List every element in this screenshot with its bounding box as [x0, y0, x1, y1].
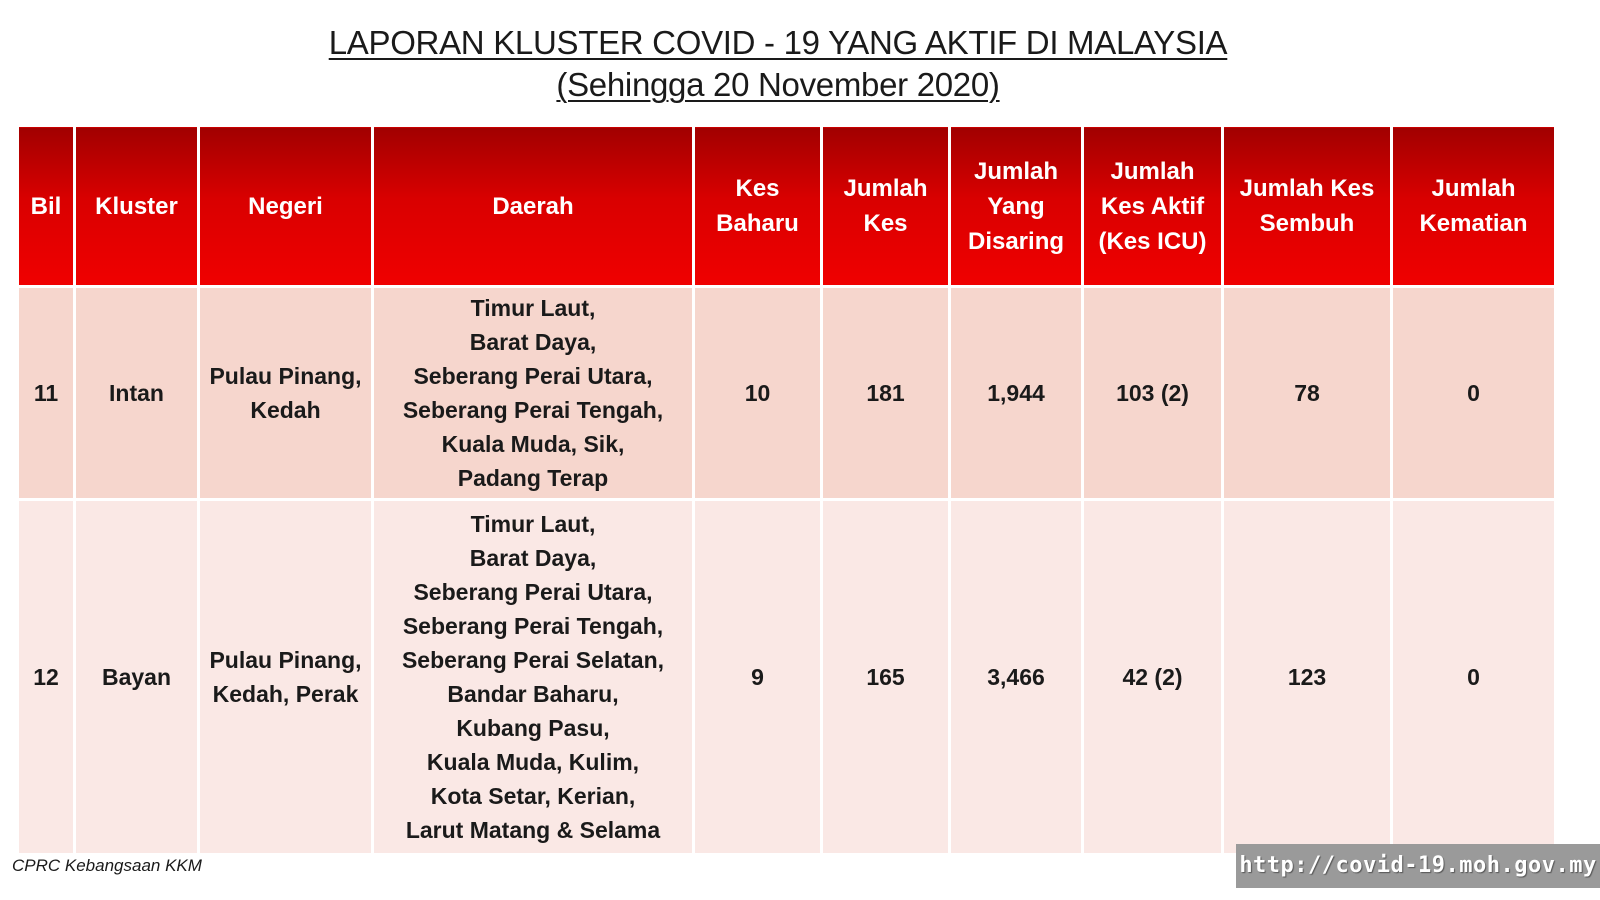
- header-kematian-2: Kematian: [1419, 210, 1528, 237]
- header-aktif-3: (Kes ICU): [1098, 227, 1207, 255]
- header-cell: [199, 126, 373, 287]
- header-bil: Bil: [30, 192, 62, 220]
- daerah-line: Seberang Perai Utara,: [413, 363, 653, 389]
- cell-kes-sembuh: 123: [1223, 500, 1392, 855]
- cell-kes-baharu: 9: [694, 500, 822, 855]
- header-aktif-1: Jumlah: [1110, 157, 1195, 185]
- daerah-line: Timur Laut,: [470, 511, 596, 537]
- header-cell: [18, 126, 75, 287]
- daerah-line: Barat Daya,: [469, 545, 597, 571]
- header-cell: [822, 126, 950, 287]
- cell-jumlah-disaring: 1,944: [950, 287, 1083, 500]
- header-cell: [1392, 126, 1556, 287]
- cell-negeri: [199, 287, 373, 500]
- header-negeri: Negeri: [248, 192, 323, 220]
- cell-kes-aktif-icu: 103 (2): [1083, 287, 1223, 500]
- daerah-line: Kota Setar, Kerian,: [430, 783, 636, 809]
- cell-bil: 12: [18, 500, 75, 855]
- header-jumlah-kes-1: Jumlah: [843, 175, 928, 202]
- cell-jumlah-disaring: 3,466: [950, 500, 1083, 855]
- cell-kematian: 0: [1392, 500, 1556, 855]
- cell-kes-baharu: 10: [694, 287, 822, 500]
- negeri-line: Kedah: [250, 397, 321, 423]
- cell-negeri: [199, 500, 373, 855]
- header-cell: [75, 126, 199, 287]
- report-title: [0, 22, 1556, 106]
- header-cell: [1083, 126, 1223, 287]
- daerah-line: Seberang Perai Selatan,: [401, 647, 665, 673]
- header-jumlah-kes-2: Kes: [863, 210, 908, 237]
- header-sembuh-1: Jumlah Kes: [1239, 175, 1375, 202]
- header-kes-baharu-2: Baharu: [716, 210, 799, 237]
- negeri-line: Pulau Pinang,: [209, 647, 362, 673]
- cell-jumlah-kes: 181: [822, 287, 950, 500]
- cell-kes-sembuh: 78: [1223, 287, 1392, 500]
- header-kematian-1: Jumlah: [1431, 175, 1516, 202]
- table-row: [18, 500, 1556, 855]
- header-sembuh-2: Sembuh: [1259, 210, 1355, 237]
- cell-kematian: 0: [1392, 287, 1556, 500]
- header-disaring-3: Disaring: [967, 227, 1065, 255]
- daerah-line: Padang Terap: [457, 465, 609, 491]
- title-line-2: (Sehingga 20 November 2020): [556, 66, 1000, 103]
- title-line-1: LAPORAN KLUSTER COVID - 19 YANG AKTIF DI MALAYSIA: [328, 24, 1228, 61]
- daerah-line: Seberang Perai Utara,: [413, 579, 653, 605]
- header-kluster: Kluster: [95, 192, 178, 220]
- cell-kes-aktif-icu: 42 (2): [1083, 500, 1223, 855]
- header-kes-baharu-1: Kes: [735, 175, 780, 202]
- table-row: [18, 287, 1556, 500]
- daerah-line: Barat Daya,: [469, 329, 597, 355]
- header-aktif-2: Kes Aktif: [1100, 192, 1205, 220]
- cell-jumlah-kes: 165: [822, 500, 950, 855]
- daerah-line: Larut Matang & Selama: [405, 817, 661, 843]
- header-disaring-2: Yang: [987, 192, 1045, 220]
- negeri-line: Kedah, Perak: [212, 681, 359, 707]
- header-cell: [1223, 126, 1392, 287]
- daerah-line: Timur Laut,: [470, 295, 596, 321]
- daerah-line: Seberang Perai Tengah,: [402, 397, 664, 423]
- daerah-line: Seberang Perai Tengah,: [402, 613, 664, 639]
- cell-daerah: [373, 500, 694, 855]
- header-disaring-1: Jumlah: [973, 157, 1059, 185]
- header-daerah: Daerah: [492, 192, 574, 220]
- daerah-line: Bandar Baharu,: [447, 681, 619, 707]
- daerah-line: Kuala Muda, Sik,: [441, 431, 625, 457]
- cell-bil: 11: [18, 287, 75, 500]
- cell-daerah: [373, 287, 694, 500]
- header-cell: [694, 126, 822, 287]
- negeri-line: Pulau Pinang,: [209, 363, 362, 389]
- cell-kluster: Bayan: [75, 500, 199, 855]
- website-url-watermark: http://covid-19.moh.gov.my: [1236, 844, 1600, 888]
- daerah-line: Kubang Pasu,: [456, 715, 610, 741]
- table-header-row: [18, 126, 1556, 287]
- cell-kluster: Intan: [75, 287, 199, 500]
- header-cell: [950, 126, 1083, 287]
- cluster-table: [16, 124, 1557, 856]
- daerah-line: Kuala Muda, Kulim,: [426, 749, 640, 775]
- source-credit: CPRC Kebangsaan KKM: [12, 856, 202, 875]
- header-cell: [373, 126, 694, 287]
